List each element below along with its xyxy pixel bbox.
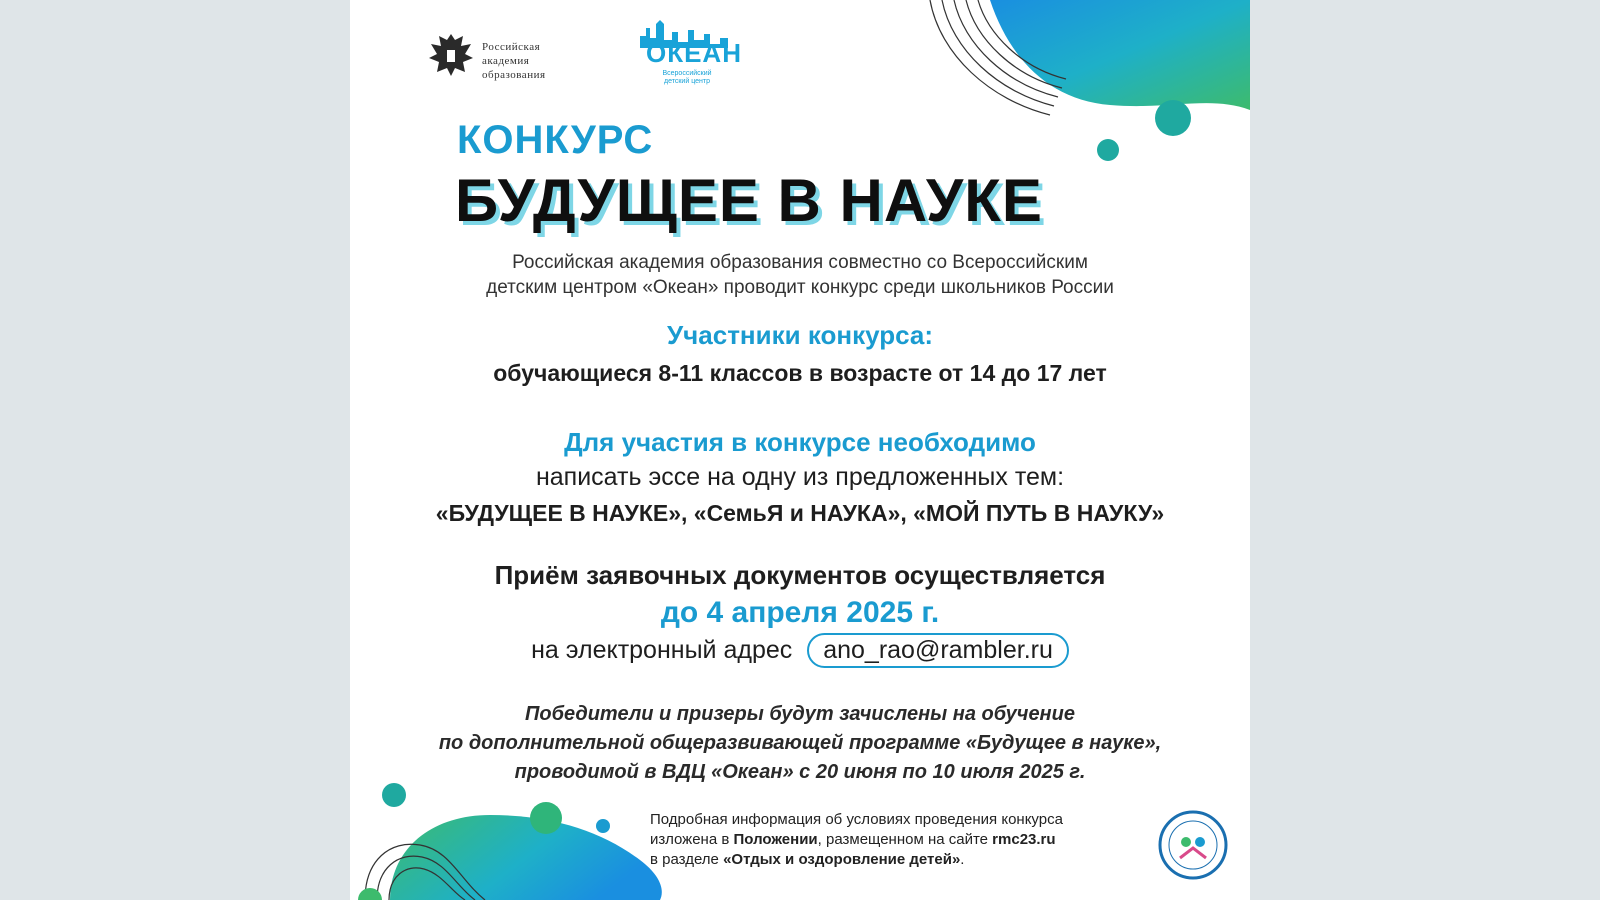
requirement-text: написать эссе на одну из предложенных тем: bbox=[535, 463, 1065, 491]
essay-topics: «БУДУЩЕЕ В НАУКЕ», «СемьЯ и НАУКА», «МОЙ ПУТЬ В НАУКУ» bbox=[435, 500, 1165, 526]
dot-bottom bbox=[358, 888, 382, 900]
info-line2-a: изложена в bbox=[650, 831, 734, 848]
info-line1: Подробная информация об условиях проведения конкурса bbox=[650, 811, 1063, 828]
regulation-link[interactable]: Положении bbox=[733, 831, 818, 848]
email-row bbox=[350, 633, 1250, 668]
submission-deadline: до 4 апреля 2025 г. bbox=[660, 596, 940, 629]
winners-text bbox=[350, 700, 1250, 787]
rao-logo-text bbox=[482, 40, 546, 82]
info-line2 bbox=[650, 830, 1063, 850]
info-line3-a: в разделе bbox=[650, 851, 724, 868]
info-line2-c: , размещенном на сайте bbox=[817, 831, 993, 848]
dot-mid bbox=[530, 802, 562, 834]
requirement-heading: Для участия в конкурсе необходимо bbox=[564, 427, 1036, 457]
center-emblem-icon bbox=[1158, 810, 1228, 880]
winners-line1: Победители и призеры будут зачислены на обучение bbox=[525, 703, 1075, 725]
info-text bbox=[650, 810, 1063, 870]
participants-text: обучающиеся 8-11 классов в возрасте от 14 до 17 лет bbox=[493, 360, 1107, 386]
main-title: БУДУЩЕЕ В НАУКЕ bbox=[455, 167, 1043, 234]
dot-large bbox=[1155, 100, 1191, 136]
ocean-logo-word: ОКЕАН bbox=[646, 38, 742, 68]
info-line3-c: . bbox=[960, 851, 965, 868]
ocean-sub-line2: детский центр bbox=[664, 78, 710, 85]
winners-line3: проводимой в ВДЦ «Океан» с 20 июня по 10 июля 2025 г. bbox=[514, 761, 1086, 783]
submission-heading: Приём заявочных документов осуществляется bbox=[494, 560, 1106, 590]
rao-text-line1: Российская bbox=[482, 41, 541, 53]
ocean-sub-line1: Всероссийский bbox=[662, 70, 712, 77]
rao-text-line2: академия bbox=[482, 55, 530, 67]
dot-blue bbox=[596, 819, 610, 833]
intro-line1: Российская академия образования совместно со Всероссийским bbox=[512, 252, 1088, 273]
poster bbox=[350, 0, 1250, 900]
bottom-left-blob bbox=[390, 815, 662, 900]
title-kicker: КОНКУРС bbox=[457, 118, 654, 162]
eagle-emblem-icon bbox=[425, 30, 477, 80]
participants-heading: Участники конкурса: bbox=[667, 320, 933, 350]
dot-small bbox=[1097, 139, 1119, 161]
intro-text bbox=[350, 250, 1250, 300]
website-link[interactable]: rmc23.ru bbox=[992, 831, 1056, 848]
info-line3 bbox=[650, 850, 1063, 870]
section-name: «Отдых и оздоровление детей» bbox=[723, 851, 961, 868]
intro-line2: детским центром «Океан» проводит конкурс среди школьников России bbox=[486, 277, 1114, 298]
winners-line2: по дополнительной общеразвивающей программе «Будущее в науке», bbox=[438, 732, 1162, 754]
rao-text-line3: образования bbox=[482, 69, 546, 81]
email-address[interactable]: ano_rao@rambler.ru bbox=[807, 633, 1069, 668]
top-right-blob bbox=[990, 0, 1250, 110]
ocean-logo-subtitle bbox=[652, 70, 722, 86]
email-prefix: на электронный адрес bbox=[531, 636, 793, 664]
